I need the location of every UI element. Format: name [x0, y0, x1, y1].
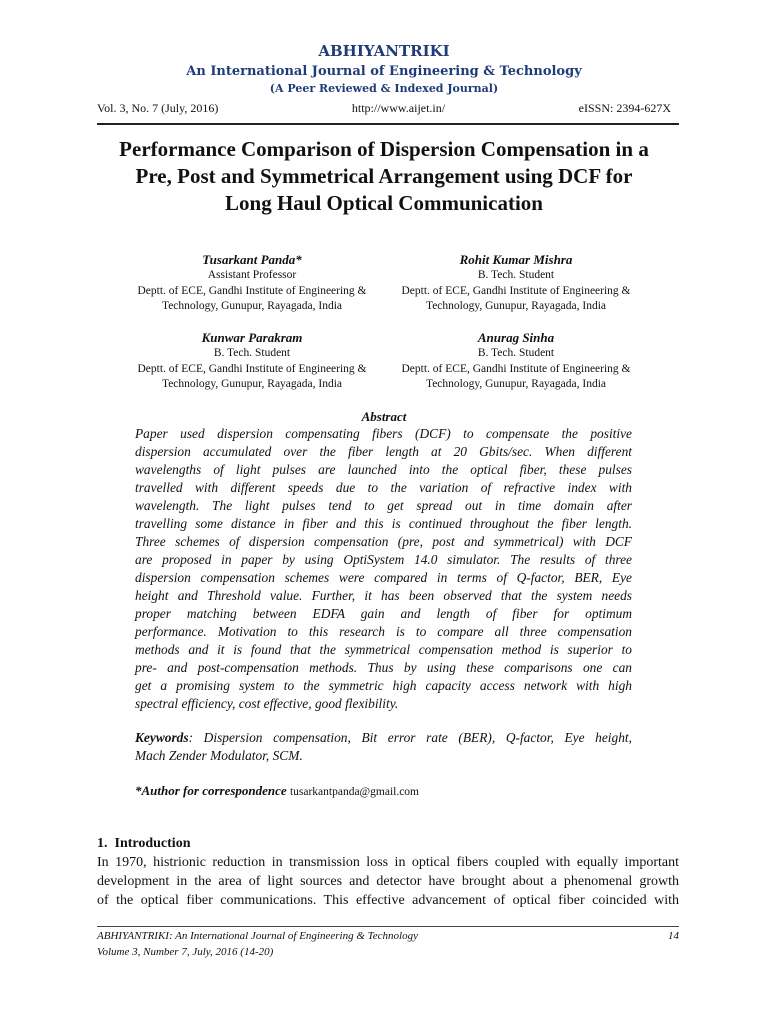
abstract-heading: Abstract [361, 409, 407, 424]
keywords-text: : Dispersion compensation, Bit error rate (BER), Q-factor, Eye height, [188, 730, 632, 745]
introduction-body [97, 853, 679, 910]
meta-row [97, 101, 671, 116]
author-block [117, 329, 387, 393]
intro-line: of the optical fiber communications. This effective advancement of optical fiber coincided with [97, 893, 679, 908]
author-role: B. Tech. Student [477, 347, 555, 359]
abstract-line: spectral efficiency, cost effective, good flexibility. [135, 696, 399, 711]
abstract-line: performance. Motivation to this research is to compare all three compensation [135, 624, 632, 639]
journal-subtitle: An International Journal of Engineering & Technology [186, 64, 582, 79]
author-role: B. Tech. Student [477, 269, 555, 281]
paper-title [70, 136, 698, 217]
author-affiliation: Technology, Gunupur, Rayagada, India [161, 378, 343, 390]
author-name: Tusarkant Panda* [202, 252, 302, 267]
title-line: Long Haul Optical Communication [225, 191, 543, 215]
keywords-line: Mach Zender Modulator, SCM. [135, 748, 303, 763]
author-affiliation: Deptt. of ECE, Gandhi Institute of Engineering & [137, 284, 367, 297]
keywords-label: Keywords [135, 730, 189, 745]
footer-rule [97, 926, 679, 927]
title-line: Performance Comparison of Dispersion Compensation in a [119, 137, 649, 161]
correspondence-label: *Author for correspondence [135, 783, 287, 798]
author-affiliation: Technology, Gunupur, Rayagada, India [425, 300, 607, 312]
author-name: Rohit Kumar Mishra [459, 252, 573, 267]
author-name: Kunwar Parakram [201, 330, 303, 345]
author-affiliation: Deptt. of ECE, Gandhi Institute of Engineering & [137, 362, 367, 375]
abstract-line: get a promising system to the symmetric high capacity access network with high [135, 678, 632, 693]
author-affiliation: Deptt. of ECE, Gandhi Institute of Engineering & [401, 362, 631, 375]
author-block [381, 251, 651, 315]
author-affiliation: Technology, Gunupur, Rayagada, India [425, 378, 607, 390]
abstract-line: pre- and post-compensation methods. Thus by using these comparisons one can [135, 660, 632, 675]
volume-info: Vol. 3, No. 7 (July, 2016) [97, 101, 219, 115]
abstract-line: proper matching between EDFA gain and length of fiber for optimum [135, 606, 632, 621]
abstract-line: travelling some distance in fiber and this is continued throughout the fiber length. [135, 516, 632, 531]
header-rule [97, 123, 679, 125]
page-number: 14 [668, 930, 679, 942]
author-block [381, 329, 651, 393]
author-affiliation: Technology, Gunupur, Rayagada, India [161, 300, 343, 312]
issn: eISSN: 2394-627X [578, 101, 671, 115]
intro-line: In 1970, histrionic reduction in transmission loss in optical fibers coupled with equally important [97, 855, 679, 870]
author-block [117, 251, 387, 315]
correspondence-email[interactable]: tusarkantpanda@gmail.com [289, 786, 420, 798]
footer-journal: ABHIYANTRIKI: An International Journal of Engineering & Technology [97, 930, 418, 942]
correspondence [135, 783, 419, 799]
author-affiliation: Deptt. of ECE, Gandhi Institute of Engineering & [401, 284, 631, 297]
abstract-body [135, 425, 632, 713]
title-line: Pre, Post and Symmetrical Arrangement using DCF for [135, 164, 633, 188]
abstract-line: Three schemes of dispersion compensation (pre, post and symmetrical) with DCF [135, 534, 632, 549]
abstract-line: height and Threshold value. Further, it has been observed that the system needs [135, 588, 632, 603]
footer-volume: Volume 3, Number 7, July, 2016 (14-20) [97, 946, 274, 958]
introduction-heading: 1. Introduction [97, 836, 191, 851]
abstract-line: dispersion compensation schemes were compared in terms of Q-factor, BER, Eye [135, 570, 632, 585]
abstract-line: wavelength. The light pulses tend to get spread out in time domain after [135, 498, 632, 513]
abstract-line: dispersion accumulated over the fiber length at 20 Gbits/sec. When different [135, 444, 632, 459]
abstract-line: wavelengths of light pulses are launched into the optical fiber, these pulses [135, 462, 632, 477]
keywords-line [135, 729, 632, 747]
keywords [135, 729, 632, 765]
abstract-line: travelled with different speeds due to the variation of refractive index with [135, 480, 632, 495]
intro-line: development in the area of light sources and detector have brought about a phenomenal growth [97, 874, 679, 889]
author-role: B. Tech. Student [213, 347, 291, 359]
abstract-line: methods and it is found that the symmetrical compensation method is superior to [135, 642, 632, 657]
peer-review-note: (A Peer Reviewed & Indexed Journal) [269, 82, 499, 95]
journal-url[interactable]: http://www.aijet.in/ [351, 101, 446, 115]
abstract-line: Paper used dispersion compensating fibers (DCF) to compensate the positive [135, 426, 632, 441]
abstract-line: are proposed in paper by using OptiSystem 14.0 simulator. The results of three [135, 552, 632, 567]
author-role: Assistant Professor [207, 269, 297, 281]
journal-name: ABHIYANTRIKI [318, 42, 450, 60]
author-name: Anurag Sinha [477, 330, 555, 345]
